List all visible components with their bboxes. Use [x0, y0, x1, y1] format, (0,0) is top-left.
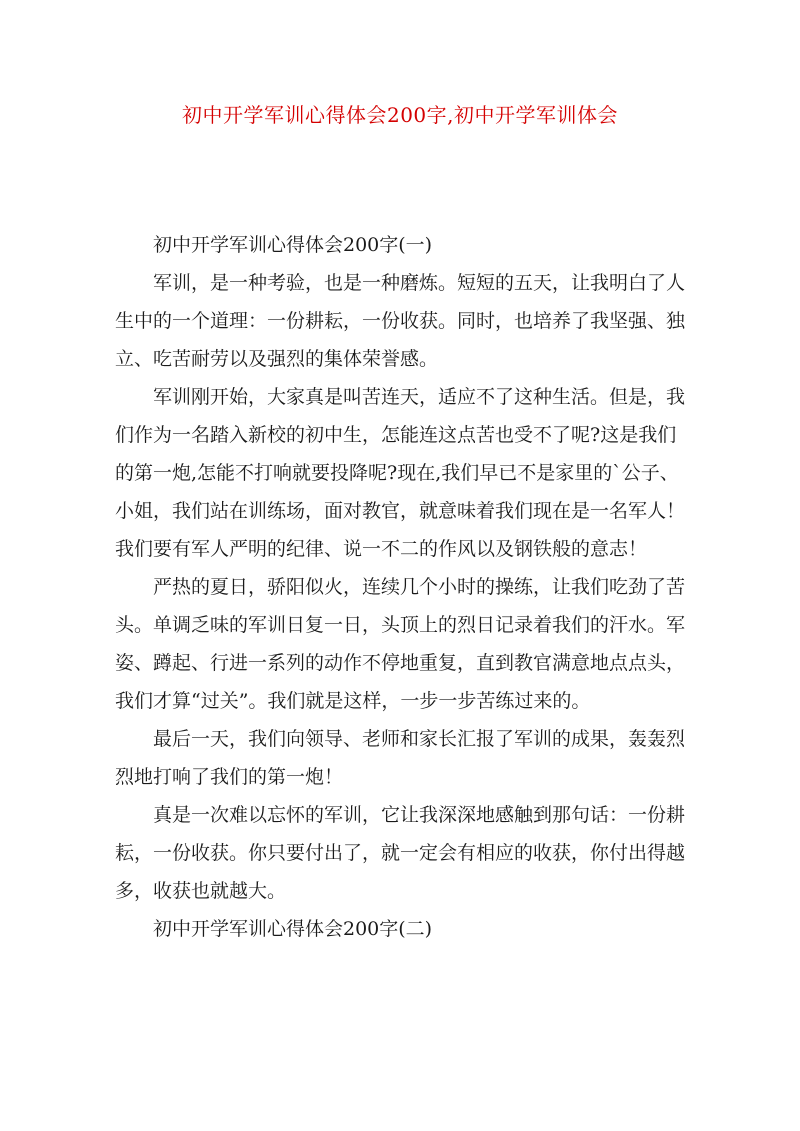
paragraph-1: 军训，是一种考验，也是一种磨炼。短短的五天，让我明白了人生中的一个道理：一份耕耘，一份收获。同时，也培养了我坚强、独立、吃苦耐劳以及强烈的集体荣誉感。 — [115, 272, 686, 370]
paragraph-5: 真是一次难以忘怀的军训，它让我深深地感触到那句话：一份耕耘，一份收获。你只要付出了，就一定会有相应的收获，你付出得越多，收获也就越大。 — [115, 804, 686, 902]
document-body — [115, 226, 695, 948]
section-heading-1: 初中开学军训心得体会200字(一) — [153, 234, 433, 256]
document-title: 初中开学军训心得体会200字,初中开学军训体会 — [181, 103, 619, 127]
paragraph-4: 最后一天，我们向领导、老师和家长汇报了军训的成果，轰轰烈烈地打响了我们的第一炮！ — [115, 728, 686, 788]
section-heading-2: 初中开学军训心得体会200字(二) — [153, 918, 433, 940]
paragraph-3: 严热的夏日，骄阳似火，连续几个小时的操练，让我们吃劲了苦头。单调乏味的军训日复一日，头顶上的烈日记录着我们的汗水。军姿、蹲起、行进一系列的动作不停地重复，直到教官满意地点点头，我们才算“过关”。我们就是这样，一步一步苦练过来的。 — [115, 576, 686, 712]
paragraph-2: 军训刚开始，大家真是叫苦连天，适应不了这种生活。但是，我们作为一名踏入新校的初中生，怎能连这点苦也受不了呢?这是我们的第一炮,怎能不打响就要投降呢?现在,我们早已不是家里的`公子、小姐，我们站在训练场，面对教官，就意味着我们现在是一名军人！我们要有军人严明的纪律、说一不二的作风以及钢铁般的意志！ — [115, 386, 686, 560]
